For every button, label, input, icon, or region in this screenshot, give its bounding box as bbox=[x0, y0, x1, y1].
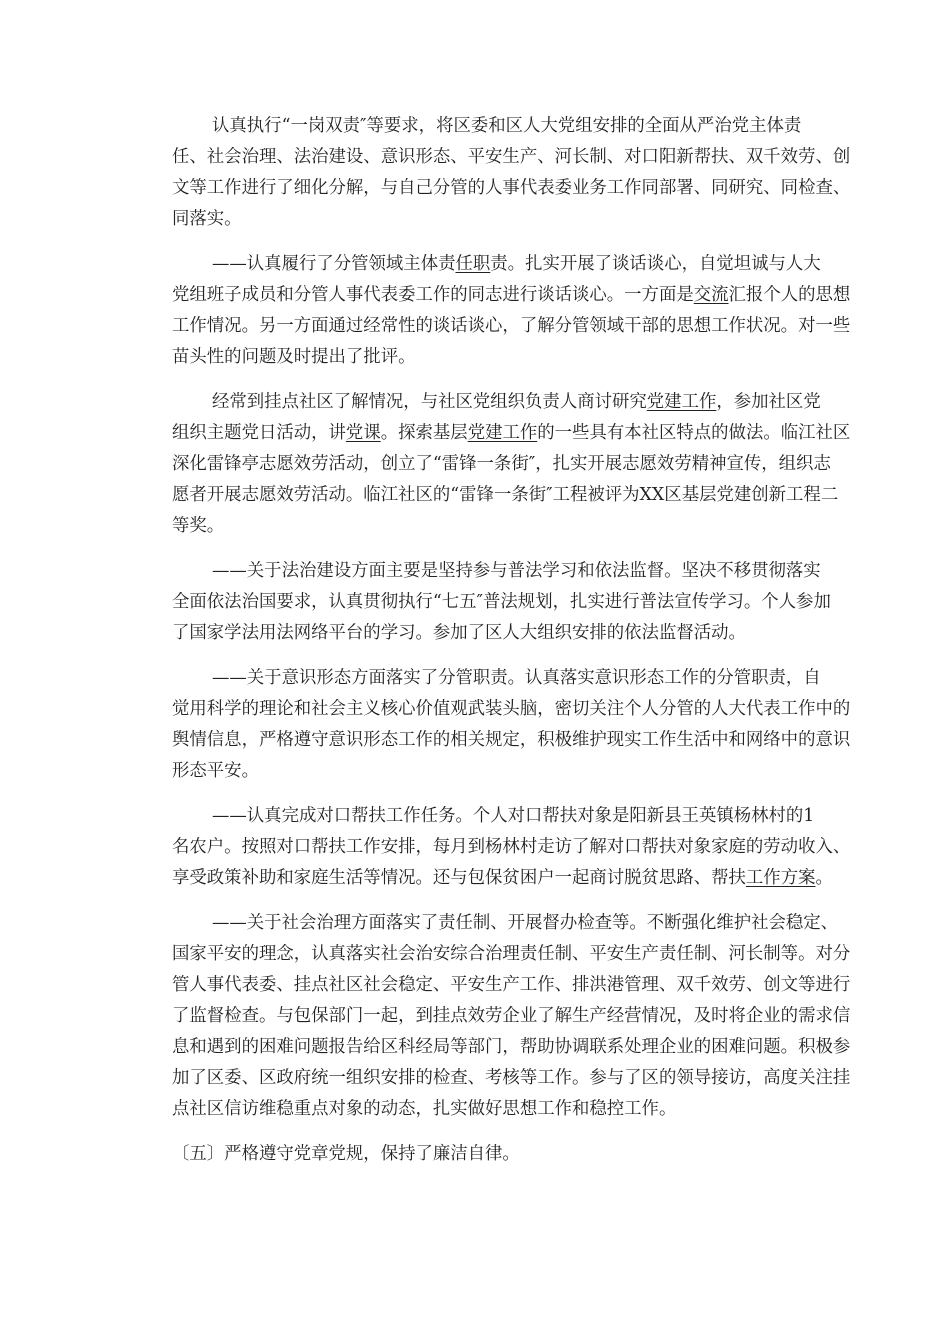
text-segment: 管人事代表委、挂点社区社会稳定、平安生产工作、排洪港管理、双千效劳、创文等进行 bbox=[172, 975, 851, 995]
section-heading bbox=[172, 1139, 798, 1170]
text-line bbox=[172, 694, 851, 725]
underlined-term: 党建工作 bbox=[646, 392, 717, 412]
text-line bbox=[172, 756, 798, 787]
text-segment: 觉用科学的理论和社会主义核心价值观武装头脑，密切关注个人分管的人大代表工作中的 bbox=[172, 699, 851, 719]
text-segment: 经常到挂点社区了解情况，与社区党组织负责人商讨研究 bbox=[212, 392, 647, 412]
underlined-term: 交流 bbox=[693, 285, 729, 305]
text-segment: 愿者开展志愿效劳活动。临江社区的“雷锋一条街″工程被评为XX区基层党建创新工程二 bbox=[172, 485, 839, 505]
text-line bbox=[172, 142, 851, 173]
text-segment: 享受政策补助和家庭生活等情况。还与包保贫困户一起商讨脱贫思路、帮扶 bbox=[172, 868, 746, 888]
text-segment: 责。扎实开展了谈话谈心，自觉坦诚与人大 bbox=[490, 254, 821, 274]
paragraph bbox=[172, 249, 851, 373]
text-segment: 息和遇到的困难问题报告给区科经局等部门，帮助协调联系处理企业的困难问题。积极参 bbox=[172, 1037, 851, 1057]
text-segment: 舆情信息，严格遵守意识形态工作的相关规定，积极维护现实工作生活中和网络中的意识 bbox=[172, 730, 851, 750]
text-segment: 认真执行“一岗双责″等要求，将区委和区人大党组安排的全面从严治党主体责 bbox=[212, 116, 802, 136]
underlined-term: 工作方案 bbox=[745, 868, 816, 888]
text-line bbox=[172, 1063, 851, 1094]
paragraph bbox=[172, 801, 851, 894]
text-line bbox=[172, 556, 821, 587]
text-line bbox=[172, 725, 851, 756]
text-segment: 了监督检查。与包保部门一起，到挂点效劳企业了解生产经营情况，及时将企业的需求信 bbox=[172, 1006, 851, 1026]
text-segment: 任、社会治理、法治建设、意识形态、平安生产、河长制、对口阳新帮扶、双千效劳、创 bbox=[172, 147, 851, 167]
text-segment: 点社区信访维稳重点对象的动态，扎实做好思想工作和稳控工作。 bbox=[172, 1099, 677, 1119]
text-segment: 名农户。按照对口帮扶工作安排，每月到杨林村走访了解对口帮扶对象家庭的劳动收入、 bbox=[172, 837, 851, 857]
text-segment: 工作情况。另一方面通过经常性的谈话谈心，了解分管领域干部的思想工作状况。对一些 bbox=[172, 316, 851, 336]
paragraph bbox=[172, 908, 851, 1125]
text-segment: 汇报个人的思想 bbox=[728, 285, 851, 305]
text-segment: ——关于法治建设方面主要是坚持参与普法学习和依法监督。坚决不移贯彻落实 bbox=[212, 561, 821, 581]
text-line bbox=[172, 663, 821, 694]
document-body bbox=[172, 111, 851, 1184]
text-segment: ——关于社会治理方面落实了责任制、开展督办检查等。不断强化维护社会稳定、 bbox=[212, 913, 839, 933]
text-line bbox=[172, 1094, 798, 1125]
text-line bbox=[172, 480, 839, 511]
text-line bbox=[172, 618, 798, 649]
underlined-term: 任职 bbox=[455, 254, 491, 274]
text-line bbox=[172, 111, 802, 142]
text-line bbox=[172, 449, 831, 480]
paragraph bbox=[172, 556, 831, 649]
text-line bbox=[172, 173, 851, 204]
text-segment: 党组班子成员和分管人事代表委工作的同志进行谈话谈心。一方面是 bbox=[172, 285, 694, 305]
text-line bbox=[172, 1032, 851, 1063]
text-segment: 全面依法治国要求，认真贯彻执行“七五″普法规划，扎实进行普法宣传学习。个人参加 bbox=[172, 592, 831, 612]
text-segment: 组织主题党日活动，讲 bbox=[172, 423, 346, 443]
text-segment: 。探索基层 bbox=[380, 423, 468, 443]
text-line bbox=[172, 280, 851, 311]
text-line bbox=[172, 801, 815, 832]
paragraph bbox=[172, 111, 851, 235]
text-segment: 。 bbox=[815, 868, 833, 888]
text-line bbox=[172, 249, 821, 280]
text-line bbox=[172, 204, 798, 235]
text-segment: ——认真履行了分管领域主体责 bbox=[212, 254, 456, 274]
text-segment: 加了区委、区政府统一组织安排的检查、考核等工作。参与了区的领导接访，高度关注挂 bbox=[172, 1068, 851, 1088]
text-segment: 的一些具有本社区特点的做法。临江社区 bbox=[537, 423, 851, 443]
paragraph bbox=[172, 387, 851, 542]
text-line bbox=[172, 939, 851, 970]
text-segment: 〔五〕严格遵守党章党规，保持了廉洁自律。 bbox=[172, 1144, 520, 1164]
text-segment: 形态平安。 bbox=[172, 761, 259, 781]
text-segment: ——关于意识形态方面落实了分管职责。认真落实意识形态工作的分管职责，自 bbox=[212, 668, 821, 688]
text-line bbox=[172, 311, 851, 342]
text-segment: 深化雷锋亭志愿效劳活动，创立了“雷锋一条街″，扎实开展志愿效劳精神宣传，组织志 bbox=[172, 454, 831, 474]
text-segment: 国家平安的理念，认真落实社会治安综合治理责任制、平安生产责任制、河长制等。对分 bbox=[172, 944, 851, 964]
text-line bbox=[172, 342, 798, 373]
paragraph bbox=[172, 663, 851, 787]
text-line bbox=[172, 908, 839, 939]
text-line bbox=[172, 970, 851, 1001]
text-line bbox=[172, 1139, 798, 1170]
text-segment: 等奖。 bbox=[172, 516, 225, 536]
text-line bbox=[172, 387, 821, 418]
text-line bbox=[172, 587, 831, 618]
text-segment: 同落实。 bbox=[172, 209, 242, 229]
text-line bbox=[172, 1001, 851, 1032]
text-line bbox=[172, 863, 833, 894]
text-segment: 文等工作进行了细化分解，与自己分管的人事代表委业务工作同部署、同研究、同检查、 bbox=[172, 178, 851, 198]
text-segment: ——认真完成对口帮扶工作任务。个人对口帮扶对象是阳新县王英镇杨林村的1 bbox=[212, 806, 815, 826]
text-segment: ，参加社区党 bbox=[716, 392, 821, 412]
text-line bbox=[172, 418, 851, 449]
underlined-term: 党课 bbox=[345, 423, 381, 443]
text-segment: 了国家学法用法网络平台的学习。参加了区人大组织安排的依法监督活动。 bbox=[172, 623, 746, 643]
text-segment: 苗头性的问题及时提出了批评。 bbox=[172, 347, 416, 367]
text-line bbox=[172, 511, 798, 542]
underlined-term: 党建工作 bbox=[467, 423, 538, 443]
text-line bbox=[172, 832, 851, 863]
